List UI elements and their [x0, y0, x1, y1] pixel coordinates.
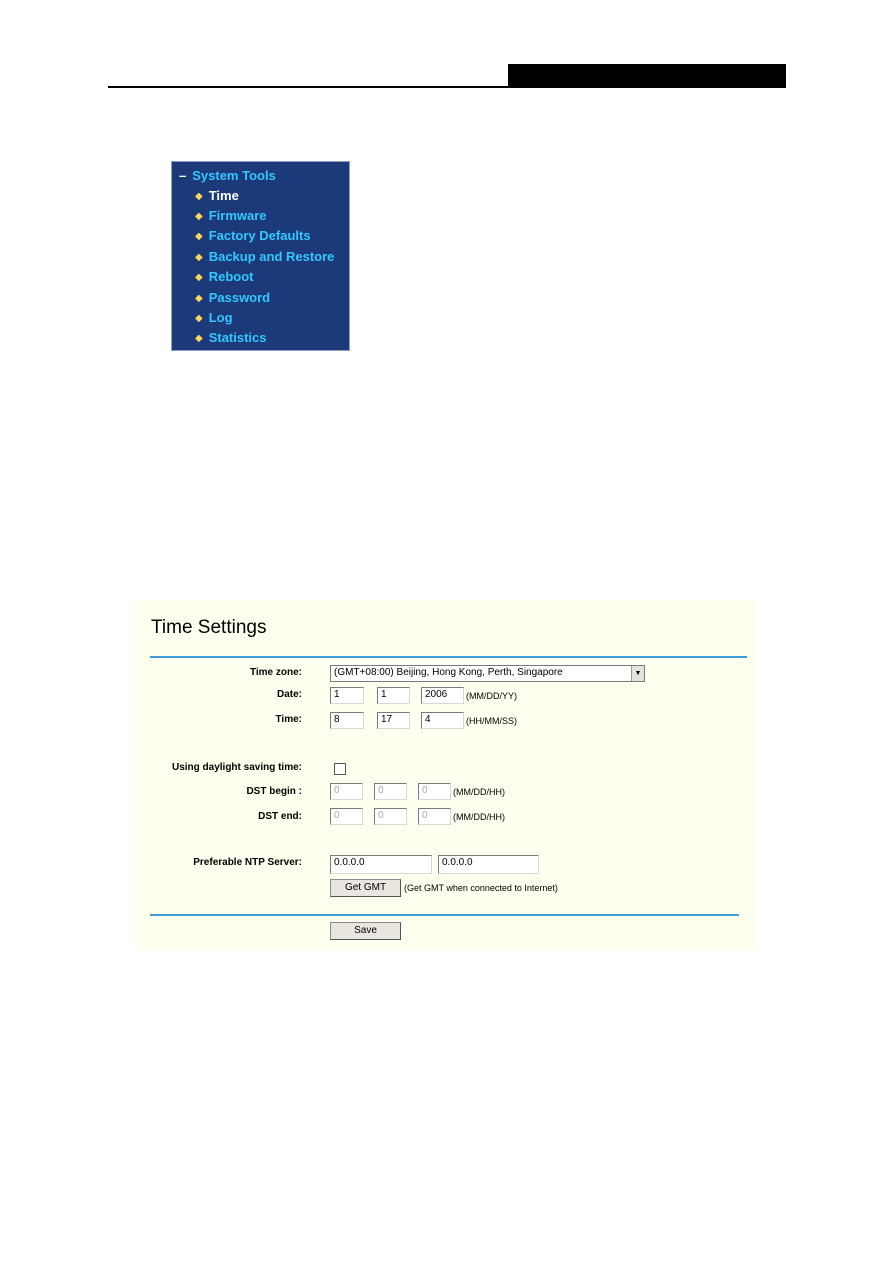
menu-item-label: Log: [208, 310, 233, 325]
menu-item-label: Factory Defaults: [208, 228, 311, 243]
dst-end-day-input[interactable]: 0: [374, 808, 407, 825]
menu-item-label: Firmware: [208, 208, 267, 223]
time-zone-select[interactable]: [330, 665, 645, 682]
dst-label: Using daylight saving time:: [171, 762, 302, 773]
bullet-icon: ◆: [195, 313, 203, 324]
save-button[interactable]: Save: [330, 922, 401, 940]
dst-begin-month-input[interactable]: 0: [330, 783, 363, 800]
menu-item-label: Backup and Restore: [208, 249, 335, 264]
time-zone-label: Time zone:: [249, 667, 302, 678]
dst-end-month-input[interactable]: 0: [330, 808, 363, 825]
time-minute-input[interactable]: 17: [377, 712, 410, 729]
dropdown-arrow-icon[interactable]: ▼: [631, 666, 644, 681]
dst-end-format-hint: (MM/DD/HH): [453, 812, 505, 822]
dst-end-label: DST end:: [258, 811, 302, 822]
get-gmt-button[interactable]: Get GMT: [330, 879, 401, 897]
bullet-icon: ◆: [195, 252, 203, 263]
menu-item-reboot[interactable]: [195, 269, 253, 284]
time-second-input[interactable]: 4: [421, 712, 464, 729]
menu-item-statistics[interactable]: [195, 330, 267, 345]
time-format-hint: (HH/MM/SS): [466, 716, 517, 726]
bullet-icon: ◆: [195, 191, 203, 202]
menu-item-time[interactable]: [195, 188, 239, 203]
dst-end-hour-input[interactable]: 0: [418, 808, 451, 825]
menu-item-label: Password: [208, 290, 271, 305]
time-settings-panel: [136, 600, 757, 950]
time-hour-input[interactable]: 8: [330, 712, 364, 729]
menu-item-factory-defaults[interactable]: [195, 228, 311, 243]
dst-begin-day-input[interactable]: 0: [374, 783, 407, 800]
ntp-server-2-input[interactable]: 0.0.0.0: [438, 855, 539, 874]
divider-top: [150, 656, 747, 658]
date-day-input[interactable]: 1: [377, 687, 410, 704]
date-label: Date:: [276, 689, 302, 700]
divider-bottom: [150, 914, 739, 916]
menu-item-backup-and-restore[interactable]: [195, 249, 334, 264]
bullet-icon: ◆: [195, 333, 203, 344]
menu-item-label: Reboot: [208, 269, 254, 284]
page-title: Time Settings: [151, 617, 267, 638]
menu-item-firmware[interactable]: [195, 208, 267, 223]
menu-section-label: System Tools: [192, 168, 276, 183]
bullet-icon: ◆: [195, 231, 203, 242]
dst-checkbox[interactable]: [334, 763, 346, 775]
date-format-hint: (MM/DD/YY): [466, 691, 517, 701]
ntp-server-label: Preferable NTP Server:: [193, 857, 302, 868]
dst-begin-label: DST begin :: [246, 786, 302, 797]
time-zone-value: (GMT+08:00) Beijing, Hong Kong, Perth, Singapore: [334, 667, 563, 678]
menu-item-log[interactable]: [195, 310, 233, 325]
time-label: Time:: [275, 714, 302, 725]
ntp-server-1-input[interactable]: 0.0.0.0: [330, 855, 432, 874]
bullet-icon: ◆: [195, 211, 203, 222]
date-year-input[interactable]: 2006: [421, 687, 464, 704]
dst-begin-format-hint: (MM/DD/HH): [453, 787, 505, 797]
header-black-bar: [508, 64, 786, 88]
bullet-icon: ◆: [195, 293, 203, 304]
menu-item-label: Time: [208, 188, 239, 203]
date-month-input[interactable]: 1: [330, 687, 364, 704]
header-rule: [108, 86, 786, 88]
get-gmt-hint: (Get GMT when connected to Internet): [404, 883, 558, 893]
system-tools-menu: [171, 161, 350, 351]
menu-item-label: Statistics: [208, 330, 267, 345]
menu-item-password[interactable]: [195, 290, 270, 305]
menu-section-system-tools[interactable]: [179, 168, 276, 183]
bullet-icon: ◆: [195, 272, 203, 283]
collapse-icon: –: [179, 168, 187, 183]
dst-begin-hour-input[interactable]: 0: [418, 783, 451, 800]
